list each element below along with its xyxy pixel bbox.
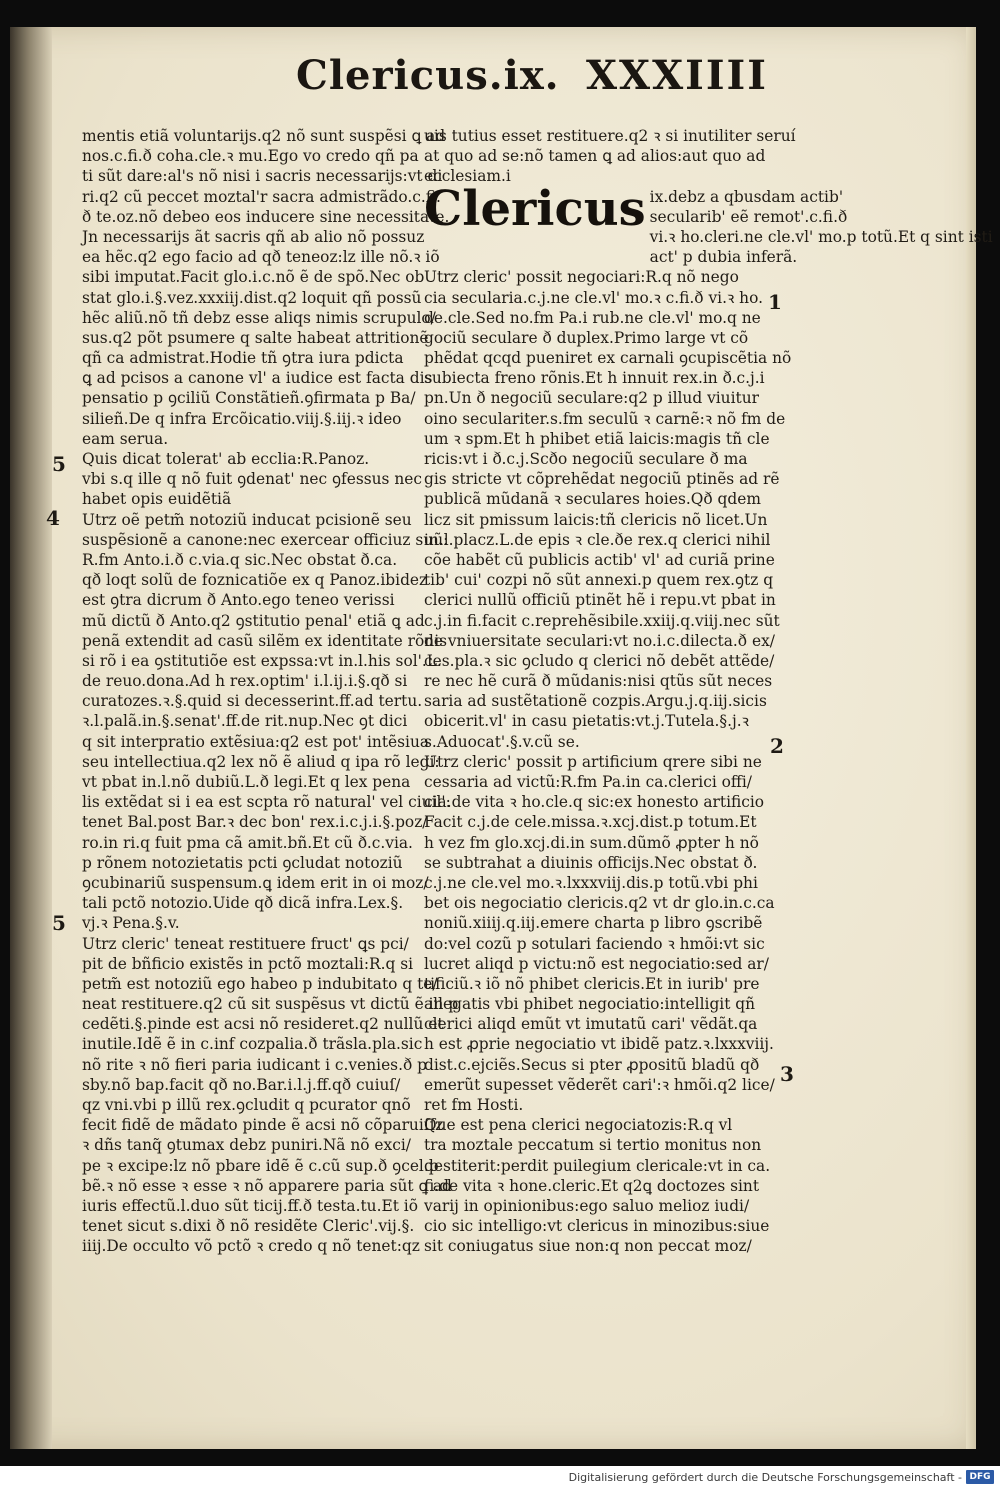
text-line: nos.c.fi.ð coha.cle.ꝛ mu.Ego vo credo qñ pa	[82, 147, 419, 166]
text-line: bet ois negociatio clericis.q2 vt dr glo.in.c.ca	[424, 894, 775, 913]
text-line: tenet sicut s.dixi ð nõ residẽte Cleric'.vij.§.	[82, 1217, 415, 1236]
text-line: re nec hẽ curã ð mũdanis:nisi qtũs sũt neces	[424, 672, 773, 691]
funding-credit: Digitalisierung gefördert durch die Deutsche Forschungsgemeinschaft -	[568, 1471, 962, 1484]
text-line: q sit interpratio extẽsiua:q2 est pot' intẽsiua	[82, 732, 430, 751]
text-line: ces.pla.ꝛ sic ꝯcludo q clerici nõ debẽt attẽde/	[424, 651, 775, 670]
text-line: ea hẽc.q2 ego facio ad qð teneoz:lz ille nõ.ꝛ iõ	[82, 248, 440, 267]
text-line: sibi imputat.Facit glo.i.c.nõ ẽ de spõ.Nec ob	[82, 268, 425, 287]
text-line: inutile.Idẽ ẽ in c.inf cozpalia.ð trãsla.pla.sic	[82, 1035, 423, 1054]
text-line: allegatis vbi phibet negociatio:intelligit qñ	[424, 995, 756, 1014]
text-line: iiij.De occulto võ pctõ ꝛ credo q nõ tenet:qz	[82, 1237, 420, 1256]
text-line: ꝛ dñs tanq̃ ꝯtumax debz puniri.Nã nõ exci/	[82, 1136, 411, 1155]
text-line: qz vni.vbi p illũ rex.ꝯcludit q pcurator qnõ	[82, 1096, 411, 1114]
text-line: Jn necessarijs ãt sacris qñ ab alio nõ possuz	[82, 227, 425, 246]
text-line: eam serua.	[82, 429, 169, 448]
text-line: penã extendit ad casũ silẽm ex identitate rõnis	[82, 631, 448, 650]
margin-numeral: 1	[768, 290, 782, 314]
footer-bar	[0, 1466, 1000, 1491]
text-line: de.cle.Sed no.fm Pa.i rub.ne cle.vl' mo.q ne	[424, 308, 761, 327]
text-line: fecit fidẽ de mãdato pinde ẽ acsi nõ cõparuiſſz	[82, 1116, 444, 1135]
margin-numeral: 5	[52, 452, 66, 476]
right-column-body	[424, 267, 792, 1256]
text-line: gociũ seculare ð duplex.Primo large vt cõ	[424, 328, 749, 347]
text-line: obicerit.vl' in casu pietatis:vt.j.Tutela.§.j.ꝛ	[424, 712, 749, 731]
text-line: uis tutius esset restituere.q2 ꝛ si inutiliter seruí	[424, 127, 796, 145]
text-line: curatozes.ꝛ.§.quid si decesserint.ff.ad tertu.	[82, 692, 423, 711]
folio-number: XXXIIII	[586, 52, 768, 99]
text-line: cia.de vita ꝛ ho.cle.q sic:ex honesto artificio	[424, 793, 765, 812]
running-head-title: Clericus.ix.	[296, 52, 560, 99]
text-line: stat glo.i.§.vez.xxxiij.dist.q2 loquit qñ possũ	[82, 288, 422, 307]
text-line: qð loqt solũ de foznicatiõe ex q Panoz.ibidez	[82, 571, 428, 590]
text-line: cedẽti.§.pinde est acsi nõ resideret.q2 nullũ et	[82, 1015, 444, 1034]
text-line: ꝛ.l.palã.in.§.senat'.ff.de rit.nup.Nec ꝯt dici	[82, 712, 408, 731]
text-line: vj.ꝛ Pena.§.v.	[82, 914, 180, 933]
text-line: mentis etiã voluntarijs.q2 nõ sunt suspẽsi ꝗ ad	[82, 127, 446, 145]
text-line: ti sũt dare:al's nõ nisi i sacris necessarijs:vt di	[82, 167, 443, 186]
margin-numeral: 3	[780, 1062, 794, 1086]
text-line: vt pbat in.l.nõ dubiũ.L.ð legi.Et q lex pena	[82, 773, 411, 791]
text-line: pit de bñficio existẽs in pctõ moztali:R.q si	[82, 954, 414, 973]
text-line: tali pctõ notozio.Uide qð dicã infra.Lex.§.	[82, 894, 404, 913]
margin-numeral: 4	[46, 506, 60, 530]
text-line: h vez fm glo.xcj.di.in sum.dũmõ ꝓpter h nõ	[424, 833, 759, 852]
text-line: cio sic intelligo:vt clericus in minozibus:siue	[424, 1217, 770, 1236]
decorated-initial-word: Clericus	[424, 180, 646, 237]
text-line: ecclesiam.i	[424, 167, 511, 186]
text-line: de reuo.dona.Ad h rex.optim' i.l.ij.i.§.qð si	[82, 672, 408, 691]
text-line: ro.in ri.q fuit pma cã amit.bñ.Et cũ ð.c.via.	[82, 833, 413, 852]
text-line: at quo ad se:nõ tamen ꝗ ad alios:aut quo ad	[424, 147, 766, 166]
chapter-opening	[424, 180, 993, 268]
text-line: Quis dicat tolerat' ab ecclia:R.Panoz.	[82, 450, 370, 468]
text-line: ri.q2 cũ peccet moztal'r sacra admistrãdo.c.fi.	[82, 187, 441, 206]
text-line: mũ dictũ ð Anto.q2 ꝯstitutio penal' etiã ꝗ ad	[82, 611, 425, 630]
text-line: lis extẽdat si i ea est scpta rõ natural' vel ciuil':	[82, 793, 451, 812]
text-line: habet opis euidẽtiã	[82, 490, 232, 509]
text-line: subiecta freno rõnis.Et h innuit rex.in ð.c.j.i	[424, 369, 765, 388]
dfg-logo: DFG	[966, 1470, 994, 1484]
text-line: pensatio p ꝯciliũ Constãtieñ.ꝯfirmata p Ba/	[82, 389, 416, 408]
text-line: publicã mũdanã ꝛ seculares hoies.Qð qdem	[424, 490, 761, 509]
text-line: gis stricte vt cõprehẽdat negociũ ptinẽs ad rẽ	[424, 470, 780, 489]
text-line: secularib' eẽ remot'.c.fi.ð	[649, 207, 848, 226]
text-line: sit coniugatus siue non:q non peccat moz/	[424, 1237, 752, 1256]
left-text-column	[82, 126, 459, 1257]
text-line: hẽc aliũ.nõ tñ debz esse aliqs nimis scrupulo/	[82, 308, 436, 327]
text-line: suspẽsionẽ a canone:nec exercear officiuz suũ:	[82, 530, 449, 549]
text-line: phẽdat qcqd pueniret ex carnali ꝯcupiscẽtia nõ	[424, 349, 792, 368]
text-line: ð te.oz.nõ debeo eos inducere sine necessitate.	[82, 207, 450, 226]
right-text-column	[424, 126, 993, 1257]
text-line: do:vel cozũ p sotulari faciendo ꝛ hmõi:vt sic	[424, 934, 765, 953]
text-line: Facit c.j.de cele.missa.ꝛ.xcj.dist.p totum.Et	[424, 813, 757, 832]
text-line: Utrz cleric' possit negociari:R.q nõ nego	[424, 268, 739, 287]
text-line: ret fm Hosti.	[424, 1096, 524, 1114]
text-line: oino seculariter.s.fm seculũ ꝛ carnẽ:ꝛ nõ fm de	[424, 409, 786, 428]
text-line: s.Aduocat'.§.v.cũ se.	[424, 732, 580, 751]
text-line: noniũ.xiiij.q.iij.emere charta p libro ꝯscribẽ	[424, 914, 763, 933]
text-line: varij in opinionibus:ego saluo melioz iudi/	[424, 1196, 750, 1215]
text-line: vbi s.q ille q nõ fuit ꝯdenat' nec ꝯfessus nec	[82, 470, 422, 489]
text-line: ix.debz a qbusdam actib'	[649, 187, 844, 206]
margin-numeral: 5	[52, 911, 66, 935]
text-line: Utrz cleric' teneat restituere fruct' ꝗs pci/	[82, 934, 409, 953]
text-line: c.j.in fi.facit c.reprehẽsibile.xxiij.q.viij.nec sũt	[424, 611, 780, 630]
text-line: cia secularia.c.j.ne cle.vl' mo.ꝛ c.fi.ð vi.ꝛ ho.	[424, 288, 763, 307]
text-line: vi.ꝛ ho.cleri.ne cle.vl' mo.p totũ.Et q sint isti	[649, 227, 993, 246]
text-line: tib' cui' cozpi nõ sũt annexi.p quem rex.ꝯtz q	[424, 571, 774, 590]
text-line: p rõnem notozietatis pcti ꝯcludat notoziũ	[82, 853, 403, 872]
chapter-opening-lines	[650, 187, 993, 268]
right-column-continuation	[424, 126, 796, 187]
text-line: c.j.ne cle.vel mo.ꝛ.lxxxviij.dis.p totũ.vbi phi	[424, 873, 758, 892]
text-line: sby.nõ bap.facit qð no.Bar.i.l.j.ff.qð cuiuſ/	[82, 1075, 401, 1094]
text-line: Que est pena clerici negociatozis:R.q vl	[424, 1116, 733, 1135]
text-line: est ꝯtra dicrum ð Anto.ego teneo verissi	[82, 591, 395, 610]
text-line: tenet Bal.post Bar.ꝛ dec bon' rex.i.c.j.i.§.poz/	[82, 813, 428, 832]
text-line: de vniuersitate seculari:vt no.i.c.dilecta.ð ex/	[424, 631, 775, 650]
text-line: tificiũ.ꝛ iõ nõ phibet clericis.Et in iurib' pre	[424, 974, 760, 993]
text-line: se subtrahat a diuinis officijs.Nec obstat ð.	[424, 853, 758, 872]
text-line: cõe habẽt cũ publicis actib' vl' ad curiã prine	[424, 550, 775, 569]
text-line: ꝗ ad pcisos a canone vl' a iudice est facta dis	[82, 369, 433, 388]
text-line: lucret aliqd p victu:nõ est negociatio:sed ar/	[424, 954, 769, 973]
text-line: R.fm Anto.i.ð c.via.q sic.Nec obstat ð.ca.	[82, 550, 398, 569]
text-line: saria ad sustẽtationẽ cozpis.Argu.j.q.iij.sicis	[424, 692, 767, 711]
text-line: qñ ca admistrat.Hodie tñ ꝯtra iura pdicta	[82, 349, 404, 368]
text-line: neat restituere.q2 cũ sit suspẽsus vt dictũ ẽ in p	[82, 995, 459, 1014]
text-line: um ꝛ spm.Et h phibet etiã laicis:magis tñ cle	[424, 429, 770, 448]
text-line: nõ rite ꝛ nõ fieri paria iudicant i c.venies.ð p	[82, 1055, 427, 1074]
margin-numeral: 2	[770, 734, 784, 758]
text-line: clerici nullũ officiũ ptinẽt hẽ i repu.vt pbat in	[424, 591, 776, 610]
text-line: seu intellectiua.q2 lex nõ ẽ aliud q ipa rõ legi:	[82, 752, 440, 771]
text-line: Utrz cleric' possit p artificium qrere sibi ne	[424, 752, 762, 771]
text-line: petm̃ est notoziũ ego habeo p indubitato q te/	[82, 974, 438, 993]
text-line: licz sit pmissum laicis:tñ clericis nõ licet.Un	[424, 510, 768, 529]
text-line: dist.c.ejciẽs.Secus si pter ꝓpositũ bladũ qð	[424, 1055, 760, 1074]
text-line: clerici aliqd emũt vt imutatũ cari' vẽdãt.qa	[424, 1015, 758, 1034]
text-line: emerũt supesset vẽderẽt cari':ꝛ hmõi.q2 lice/	[424, 1075, 775, 1094]
text-line: act' p dubia inferã.	[649, 248, 798, 267]
text-line: tra moztale peccatum si tertio monitus non	[424, 1136, 762, 1155]
text-line: iuris effectũ.l.duo sũt ticij.ff.ð testa.tu.Et iõ	[82, 1196, 418, 1215]
text-line: pn.Un ð negociũ seculare:q2 p illud viuitur	[424, 389, 759, 408]
text-line: bẽ.ꝛ nõ esse ꝛ esse ꝛ nõ apparere paria sũt ꝗ ad	[82, 1176, 452, 1195]
text-line: Utrz oẽ petm̃ notoziũ inducat pcisionẽ seu	[82, 510, 412, 529]
text-line: destiterit:perdit puilegium clericale:vt in ca.	[424, 1156, 771, 1175]
text-line: sus.q2 põt psumere q salte habeat attritionẽ	[82, 328, 429, 347]
text-line: cessaria ad victũ:R.fm Pa.in ca.clerici offi/	[424, 773, 752, 791]
page-gutter	[10, 27, 52, 1449]
text-line: in.l.placz.L.de epis ꝛ cle.ðe rex.q clerici nihil	[424, 530, 771, 549]
text-line: fi.de vita ꝛ hone.cleric.Et q2ꝗ doctozes sint	[424, 1176, 760, 1195]
text-line: h est ꝓprie negociatio vt ibidẽ patz.ꝛ.lxxxviij.	[424, 1035, 774, 1054]
text-line: si rõ i ea ꝯstitutiõe est expssa:vt in.l.his sol'.L.	[82, 651, 442, 670]
text-line: ricis:vt i ð.c.j.Scðo negociũ seculare ð ma	[424, 450, 748, 468]
text-line: silieñ.De q infra Ercõicatio.viij.§.iij.ꝛ ideo	[82, 409, 402, 428]
text-line: ꝯcubinariũ suspensum.ꝗ idem erit in oi moz/	[82, 873, 429, 892]
text-line: pe ꝛ excipe:lz nõ pbare idẽ ẽ c.cũ sup.ð ꝯcel.p	[82, 1156, 439, 1175]
